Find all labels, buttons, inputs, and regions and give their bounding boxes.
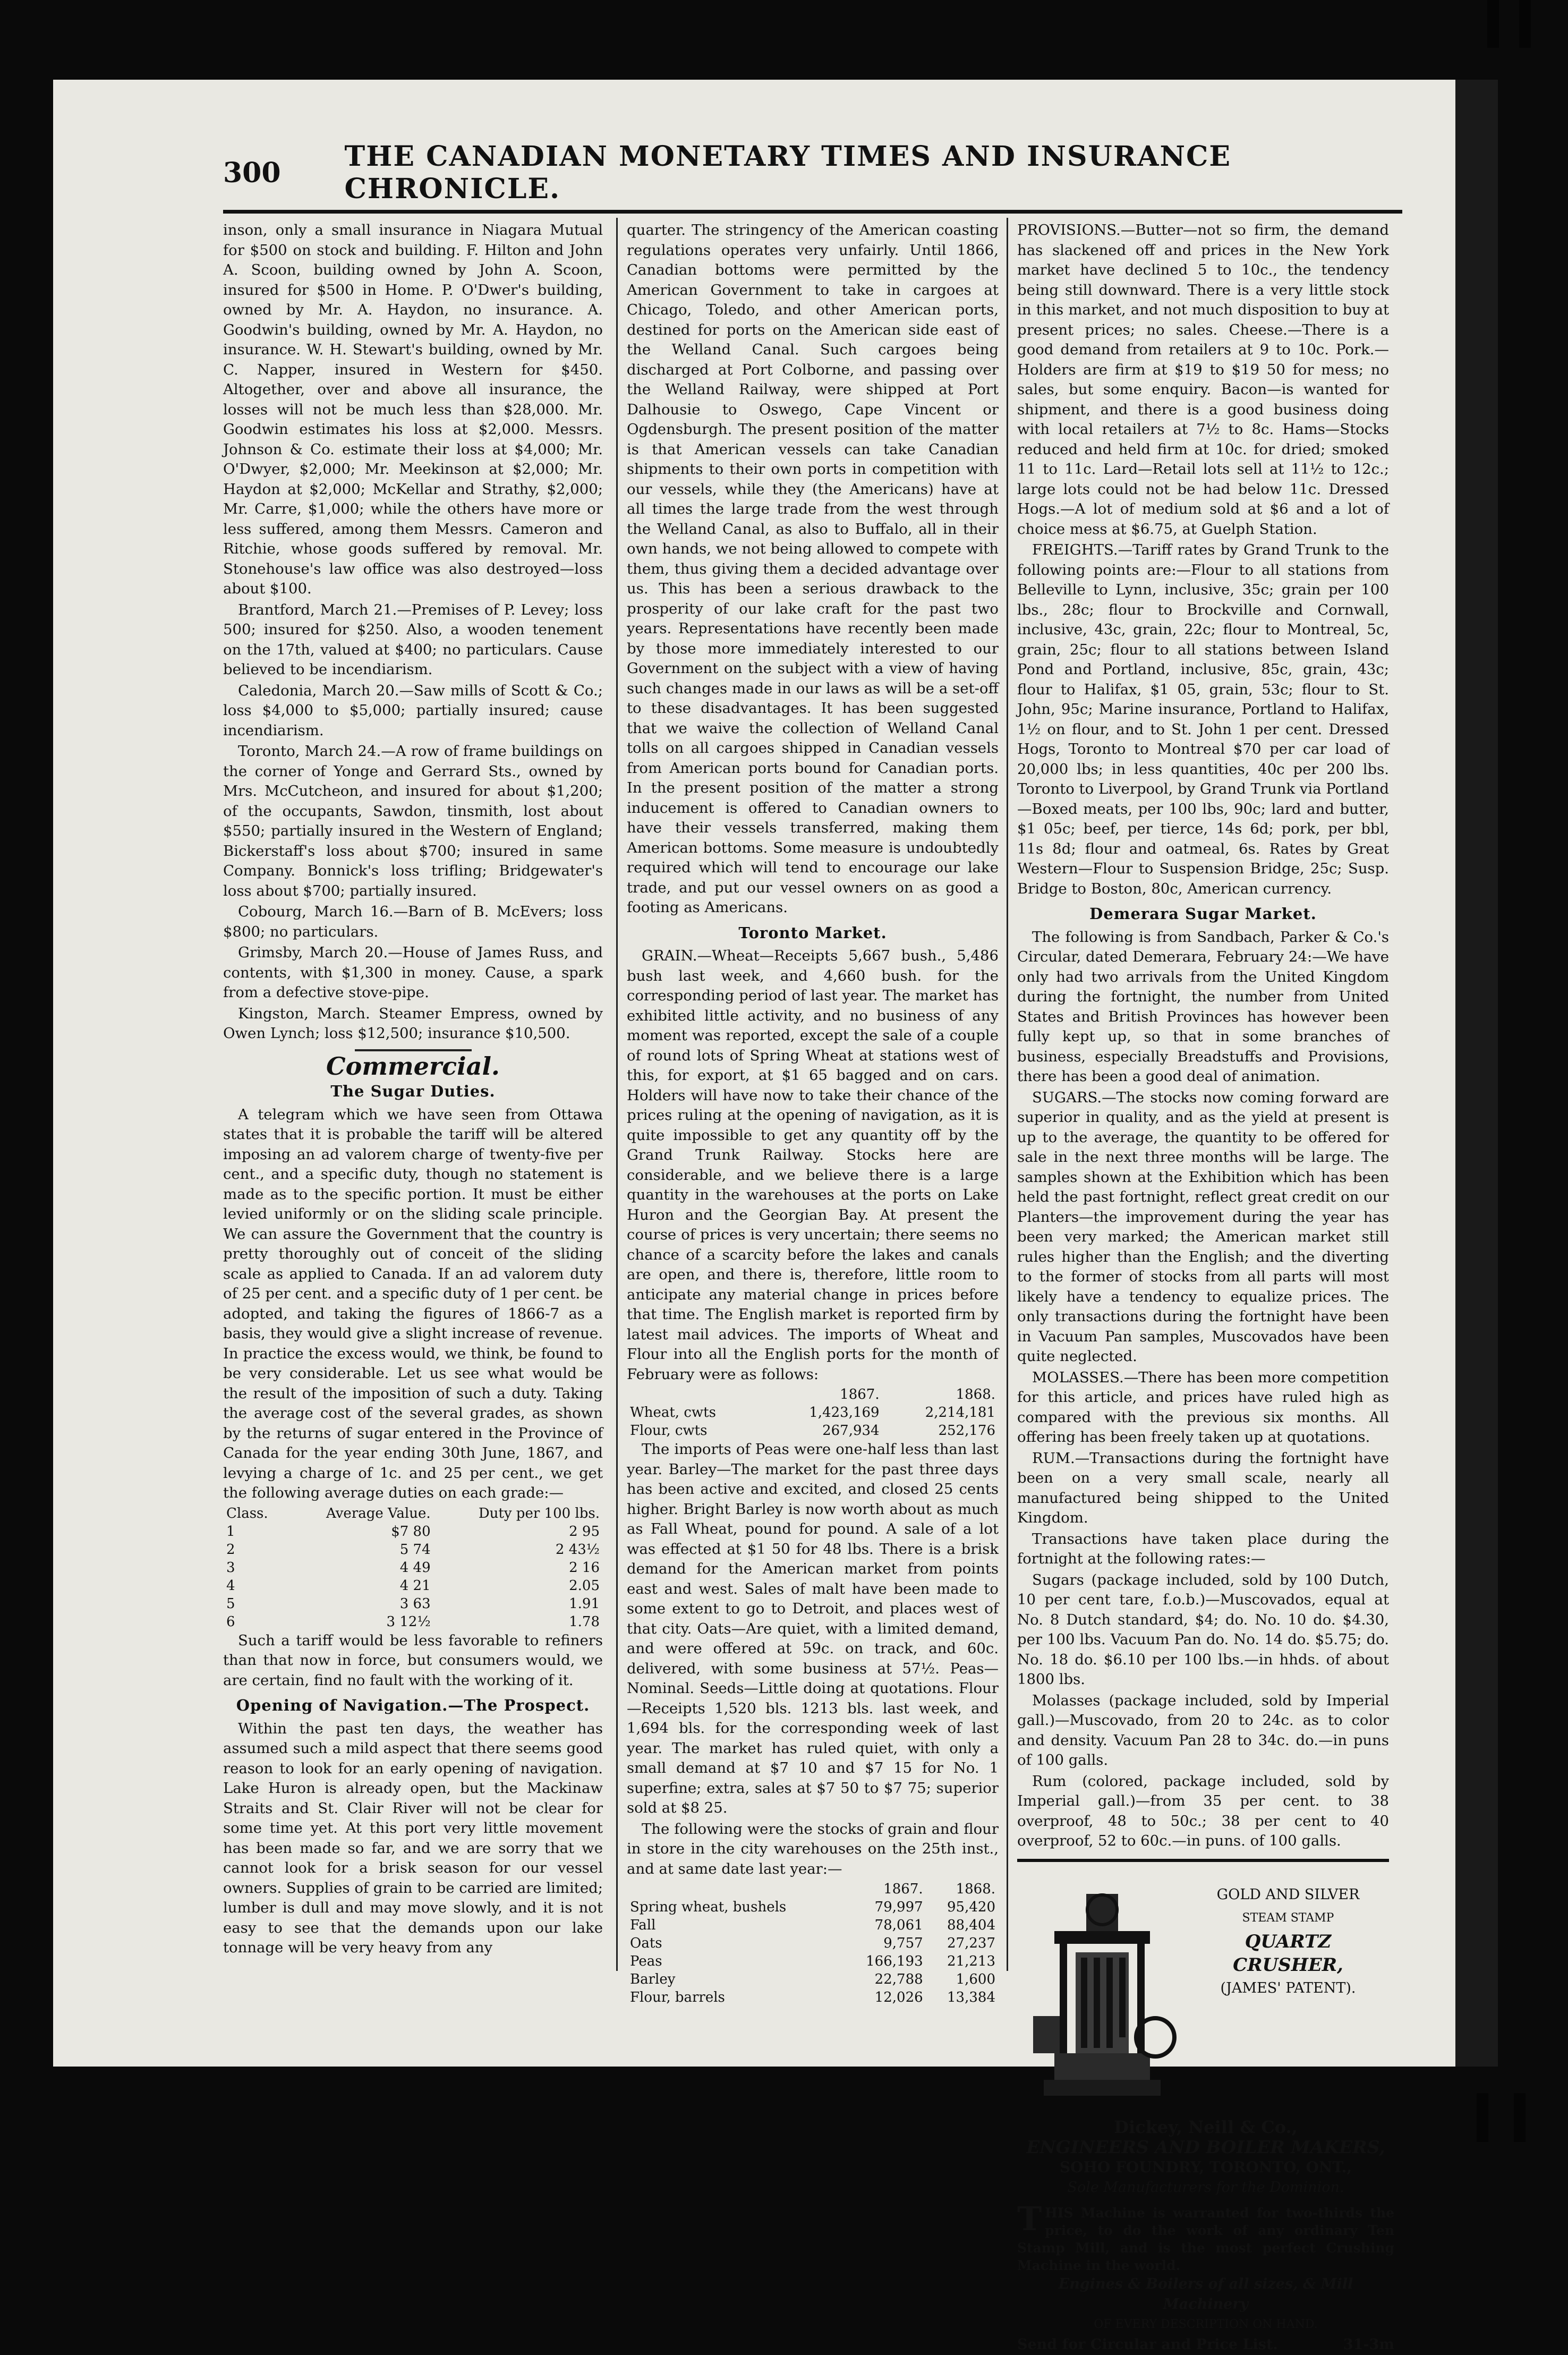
table-header-cell: Duty per 100 lbs. — [478, 1505, 600, 1521]
sugar-rates-paragraph: Sugars (package included, sold by 100 Dutch, 10 per cent tare, f.o.b.)—Muscovados, equal at No. 8 Dutch standard, $4; do. No. 10 do. $4.30, per 100 lbs. Vacuum Pan do. No. 14 do. $5.75; do. No. 18 do. $6.10 per 100 lbs.—in hhds. of about 1800 lbs. — [1017, 1571, 1389, 1688]
table-header-row — [627, 1385, 999, 1404]
ad-engines-line: Engines & Boilers of all sizes, & Mill Machinery — [1058, 2275, 1353, 2313]
table-cell: 4 21 — [399, 1577, 431, 1594]
sugar-duty-table — [223, 1504, 603, 1631]
table-cell: Barley — [630, 1971, 676, 1987]
fire-kingston: Kingston, March. Steamer Empress, owned by Owen Lynch; loss $12,500; insurance $10,500. — [223, 1005, 603, 1042]
table-cell: $7 80 — [391, 1523, 431, 1540]
ad-firm-name: Dickey, Neill & Co., — [1114, 2116, 1298, 2137]
page-header — [223, 140, 1434, 205]
table-row — [627, 1404, 999, 1422]
provisions-paragraph: PROVISIONS.—Butter—not so firm, the demand has slackened off and prices in the New York market have declined 5 to 10c., the tendency being still downward. There is a very little stock in this market, and not much disposition to buy at present prices; no sales. Cheese.—There is a good demand from retailers at 9 to 10c. Pork.—Holders are firm at $19 to $19 50 for mess; no sales, but some enquiry. Bacon—is wanted for shipment, and there is a good business doing with local retailers at 7½ to 8c. Hams—Stocks reduced and held firm at 10c. for dried; smoked 11 to 11c. Lard—Retail lots sell at 11½ to 12c.; large lots could not be had below 11c. Dressed Hogs.—A lot of medium sold at $6 and a lot of choice mess at $6.75, at Guelph Station. — [1017, 222, 1389, 538]
table-row — [627, 1916, 999, 1934]
table-cell: 78,061 — [874, 1917, 923, 1933]
table-row — [627, 1952, 999, 1970]
table-header-row — [223, 1504, 603, 1523]
table-row — [627, 1970, 999, 1988]
table-header-cell: 1867. — [840, 1387, 880, 1402]
ad-soho-foundry: SOHO FOUNDRY, TORONTO, ONT., — [1059, 2158, 1352, 2176]
demerara-heading: Demerara Sugar Market. — [1089, 905, 1317, 923]
stocks-intro-paragraph: The following were the stocks of grain and flour in store in the city warehouses on the 25th inst., and at same date last year:— — [627, 1820, 999, 1877]
table-cell: 3 — [226, 1559, 235, 1576]
table-header-row — [627, 1880, 999, 1898]
table-header-cell: 1868. — [956, 1387, 995, 1402]
table-cell: Spring wheat, bushels — [630, 1899, 787, 1915]
grain-paragraph: GRAIN.—Wheat—Receipts 5,667 bush., 5,486 bush last week, and 4,660 bush. for the corresponding period of last year. The market has exhibited little activity, and no business of any moment was reported, except the sale of a couple of round lots of Spring Wheat at stations west of this, for export, at $1 65 bagged and on cars. Holders will have now to take their chance of the prices ruling at the opening of navigation, as it is quite impossible to get any quantity off by the Grand Trunk Railway. Stocks here are considerable, and we believe there is a large quantity in the warehouses at the ports on Lake Huron and the Georgian Bay. At present the course of prices is very uncertain; there seems no chance of a scarcity before the lakes and canals are open, and there is, therefore, little room to anticipate any material change in prices before that time. The English market is reported firm by latest mail advices. The imports of Wheat and Flour into all the English ports for the month of February were as follows: — [627, 947, 999, 1383]
table-row — [627, 1422, 999, 1440]
scan-bar-top-right-2 — [1519, 0, 1531, 48]
ad-send-text: Send for Circular and Price List. — [1017, 2336, 1278, 2353]
table-cell: Oats — [630, 1935, 662, 1951]
navigation-heading: Opening of Navigation.—The Prospect. — [236, 1696, 590, 1714]
right-binding-strip — [1455, 80, 1498, 2067]
table-row — [223, 1577, 603, 1595]
column-left — [223, 220, 603, 1974]
table-cell: 27,237 — [947, 1935, 995, 1951]
table-row — [223, 1559, 603, 1577]
molasses-paragraph: MOLASSES.—There has been more competition for this article, and prices have ruled high as compared with the previous six months. All offering has been freely taken up at quotations. — [1017, 1368, 1389, 1446]
navigation-paragraph: Within the past ten days, the weather has assumed such a mild aspect that there seems good reason to look for an early opening of navigation. Lake Huron is already open, but the Mackinaw Straits and St. Clair River will not be clear for some time yet. At this port very little movement has been made so far, and we are sorry that we cannot look for a brisk season for our vessel owners. Supplies of grain to be carried are limited; lumber is dull and may move slowly, and it is not easy to see that the demands upon our lake tonnage will be very heavy from any — [223, 1720, 603, 1956]
transactions-paragraph: Transactions have taken place during the fortnight at the following rates:— — [1017, 1530, 1389, 1567]
ad-warranty-body: HIS Machine is warranted for two-thirds the price, to do the work of any ordinary Ten Stamp Mill, and is the most perfect Crushing Machine in the world. — [1017, 2205, 1394, 2273]
peas-barley-paragraph: The imports of Peas were one-half less than last year. Barley—The market for the past three days has been active and excited, and closed 25 cents higher. Bright Barley is now worth about as much as Fall Wheat, pound for pound. A sale of a lot was effected at $1 50 for 48 lbs. There is a brisk demand for the American market from points east and west. Sales of malt have been made to some extent to go to Detroit, and places west of that city. Oats—Are quiet, with a limited demand, and were offered at 59c. on track, and 60c. delivered, with some business at 57½. Peas—Nominal. Seeds—Little doing at quotations. Flour—Receipts 1,520 bls. 1213 bls. last week, and 1,694 bls. for the corresponding week of last year. The market has ruled quiet, with only a small demand at $7 10 and $7 15 for No. 1 superfine; extra, sales at $7 50 to $7 75; superior sold at $8 25. — [627, 1441, 999, 1816]
section-rule — [355, 1049, 472, 1051]
table-cell: 5 — [226, 1595, 235, 1612]
quartz-crusher-advertisement — [1017, 1859, 1394, 2353]
rum-paragraph: RUM.—Transactions during the fortnight have been on a very small scale, nearly all manufactured being shipped to the United Kingdom. — [1017, 1449, 1389, 1526]
fire-toronto: Toronto, March 24.—A row of frame buildings on the corner of Yonge and Gerrard Sts., owned by Mrs. McCutcheon, and insured for about $1,200; of the occupants, Sawdon, tinsmith, lost about $550; partially insured in the Western of England; Bickerstaff's loss about $700; insured in same Company. Bonnick's loss trifling; Bridgewater's loss about $700; partially insured. — [223, 743, 603, 899]
fire-grimsby: Grimsby, March 20.—House of James Russ, and contents, with $1,300 in money. Cause, a spark from a defective stove-pipe. — [223, 944, 603, 1001]
scan-bar-bottom-right-2 — [1514, 2093, 1526, 2142]
masthead-title: THE CANADIAN MONETARY TIMES AND INSURANCE CHRONICLE. — [344, 140, 1231, 205]
table-cell: 1 — [226, 1523, 235, 1540]
sugars-paragraph: SUGARS.—The stocks now coming forward are superior in quality, and as the yield at present is up to the average, the quantity to be offered for sale in the next three months will be large. The samples shown at the Exhibition which has been held the past fortnight, reflect great credit on our Planters—the improvement during the year has been very marked; the American market still rules higher than the English; and the diverting to the former of stocks from all parts will most likely have a tendency to equalize prices. The only transactions during the fortnight have been in Vacuum Pan samples, Muscovados have been quite neglected. — [1017, 1089, 1389, 1365]
sugar-tariff-conclusion: Such a tariff would be less favorable to refiners than that now in force, but consumers would, we are certain, find no fault with the working of it. — [223, 1631, 603, 1689]
ad-description-line: OF EVERY DESCRIPTION ON HAND. — [1094, 2317, 1318, 2331]
table-cell: 2,214,181 — [925, 1405, 995, 1421]
table-cell: Fall — [630, 1917, 656, 1933]
table-cell: 9,757 — [883, 1935, 923, 1951]
table-header-cell — [627, 1880, 842, 1898]
table-header-cell — [627, 1385, 766, 1404]
ad-reference: 31-3m — [1343, 2336, 1394, 2353]
ad-body — [1017, 2117, 1394, 2355]
table-cell: 95,420 — [947, 1899, 995, 1915]
table-cell: 2 95 — [569, 1523, 600, 1540]
ad-line-quartz-crusher: QUARTZ CRUSHER, — [1233, 1931, 1343, 1976]
table-cell: 88,404 — [947, 1917, 995, 1933]
table-cell: 1,600 — [956, 1971, 995, 1987]
fire-caledonia: Caledonia, March 20.—Saw mills of Scott & Co.; loss $4,000 to $5,000; partially insured; cause incendiarism. — [223, 682, 603, 739]
table-cell: 1.78 — [569, 1613, 600, 1630]
table-cell: 3 12½ — [386, 1613, 431, 1630]
ad-line-patent: (JAMES' PATENT). — [1220, 1979, 1356, 1996]
table-cell: 6 — [226, 1613, 235, 1630]
imports-table — [627, 1385, 999, 1440]
ad-engineers-line: ENGINEERS AND BOILER MAKERS, — [1026, 2136, 1385, 2157]
table-cell: 2 43½ — [555, 1541, 600, 1558]
ad-title-block — [1192, 1883, 1384, 2000]
table-cell: 4 49 — [399, 1559, 431, 1576]
table-cell: 1,423,169 — [809, 1405, 880, 1421]
fire-cobourg: Cobourg, March 16.—Barn of B. McEvers; loss $800; no particulars. — [223, 903, 603, 940]
table-cell: 79,997 — [874, 1899, 923, 1915]
table-cell: 166,193 — [866, 1953, 923, 1969]
table-cell: Flour, barrels — [630, 1990, 725, 2005]
ad-line-gold-silver: GOLD AND SILVER — [1216, 1886, 1360, 1903]
table-cell: Flour, cwts — [630, 1423, 708, 1439]
freights-paragraph: FREIGHTS.—Tariff rates by Grand Trunk to the following points are:—Flour to all stations from Belleville to Lynn, inclusive, 35c; grain per 100 lbs., 28c; flour to Brockville and Cornwall, inclusive, 43c, grain, 22c; flour to Montreal, 5c, grain, 25c; flour to all stations between Island Pond and Portland, inclusive, 85c, grain, 43c; flour to Halifax, $1 05, grain, 53c; flour to St. John, 95c; Marine insurance, Portland to Halifax, 1½ on flour, and to St. John 1 per cent. Dressed Hogs, Toronto to Montreal $70 per car load of 20,000 lbs; in less quantities, 40c per 200 lbs. Toronto to Liverpool, by Grand Trunk via Portland—Boxed meats, per 100 lbs, 90c; lard and butter, $1 05c; beef, per tierce, 14s 6d; pork, per bbl, 11s 8d; flour and oatmeal, 6s. Rates by Great Western—Flour to Suspension Bridge, 25c; Susp. Bridge to Boston, 80c, American currency. — [1017, 541, 1389, 897]
scan-bar-top-right-1 — [1487, 0, 1499, 48]
table-cell: 1.91 — [569, 1595, 600, 1612]
table-cell: 2 — [226, 1541, 235, 1558]
stamp-mill-engraving-icon — [1022, 1878, 1182, 2101]
ad-dropcap: T — [1017, 2199, 1042, 2238]
stocks-table — [627, 1880, 999, 2007]
table-cell: 2.05 — [569, 1577, 600, 1594]
demerara-paragraph: The following is from Sandbach, Parker & Co.'s Circular, dated Demerara, February 24:—We have only had two arrivals from the United Kingdom during the fortnight, the number from United States and British Provinces has however been fully kept up, so that in some branches of business, especially Breadstuffs and Provisions, there has been a good deal of animation. — [1017, 928, 1389, 1085]
molasses-rates-paragraph: Molasses (package included, sold by Imperial gall.)—Muscovado, from 20 to 24c. as to color and density. Vacuum Pan 28 to 34c. do.—in puns of 100 galls. — [1017, 1691, 1389, 1769]
ad-warranty-text — [1017, 2199, 1394, 2274]
table-cell: Peas — [630, 1953, 662, 1969]
table-header-cell: 1867. — [883, 1881, 923, 1897]
toronto-market-heading: Toronto Market. — [738, 923, 887, 942]
table-header-cell: Class. — [226, 1505, 268, 1521]
table-cell: 5 74 — [399, 1541, 431, 1558]
ad-send-line — [1017, 2335, 1394, 2355]
scan-bar-bottom-right-1 — [1477, 2093, 1488, 2142]
table-row — [627, 1898, 999, 1916]
table-row — [223, 1595, 603, 1613]
column-divider-1 — [616, 218, 618, 1971]
sugar-duties-heading: The Sugar Duties. — [330, 1082, 496, 1100]
ad-line-steam-stamp: STEAM STAMP — [1242, 1911, 1334, 1925]
header-rule — [223, 210, 1402, 214]
sugar-duties-paragraph: A telegram which we have seen from Ottawa states that it is probable the tariff will be altered imposing an ad valorem charge of twenty-five per cent., and a specific duty, though no statement is made as to the specific portion. It must be either levied uniformly or on the sliding scale principle. We can assure the Government that the country is pretty thoroughly out of conceit of the sliding scale as applied to Canada. If an ad valorem duty of 25 per cent. and a specific duty of 1 per cent. be adopted, and taking the figures of 1866-7 as a basis, they would give a slight increase of revenue. In practice the excess would, we think, be found to be very considerable. Let us see what would be the result of the imposition of such a duty. Taking the average cost of the several grades, as shown by the returns of sugar entered in the Province of Canada for the year ending 30th June, 1867, and levying a charge of 1c. and 25 per cent., we get the following average duties on each grade:— — [223, 1106, 603, 1501]
column-middle — [627, 220, 999, 2005]
table-cell: 267,934 — [822, 1423, 880, 1439]
table-cell: 2 16 — [569, 1559, 600, 1576]
table-row — [223, 1541, 603, 1559]
ad-sole-manufacturers: Sole Manufacturers for the Dominion. — [1067, 2179, 1344, 2196]
table-row — [223, 1523, 603, 1541]
table-cell: 12,026 — [874, 1990, 923, 2005]
coasting-regulations-paragraph: quarter. The stringency of the American coasting regulations operates very unfairly. Until 1866, Canadian bottoms were permitted by the American Government to take in cargoes at Chicago, Toledo, and other American ports, destined for ports on the American side east of the Welland Canal. Such cargoes being discharged at Port Colborne, and passing over the Welland Railway, were shipped at Port Dalhousie to Oswego, Cape Vincent or Ogdensburgh. The present position of the matter is that American vessels can take Canadian shipments to their own ports in competition with our vessels, while they (the Americans) have at all times the large trade from the west through the Welland Canal, as also to Buffalo, all in their own hands, we not being allowed to compete with them, thus giving them a decided advantage over us. This has been a serious drawback to the prosperity of our lake craft for the past two years. Representations have recently been made by those more immediately interested to our Government on the subject with a view of having such changes made in our laws as will be a set-off to these disadvantages. It has been suggested that we waive the collection of Welland Canal tolls on all cargoes shipped in Canadian vessels from American ports bound for Canadian ports. In the present position of the matter a strong inducement is offered to Canadian owners to have their vessels transferred, making them American bottoms. Some measure is undoubtedly required which will tend to encourage our lake trade, and put our vessel owners on as good a footing as Americans. — [627, 222, 999, 916]
table-header-cell: Average Value. — [326, 1505, 431, 1521]
table-row — [223, 1613, 603, 1631]
table-cell: 3 63 — [399, 1595, 431, 1612]
table-cell: 21,213 — [947, 1953, 995, 1969]
table-cell: 252,176 — [938, 1423, 995, 1439]
column-right — [1017, 220, 1394, 2353]
table-cell: 22,788 — [874, 1971, 923, 1987]
column-divider-2 — [1007, 218, 1008, 1971]
table-cell: 13,384 — [947, 1990, 995, 2005]
table-row — [627, 1988, 999, 2007]
commercial-heading: Commercial. — [326, 1051, 500, 1081]
table-row — [627, 1934, 999, 1952]
table-header-cell: 1868. — [956, 1881, 995, 1897]
fire-report-paragraph: inson, only a small insurance in Niagara Mutual for $500 on stock and building. F. Hilton and John A. Scoon, building owned by John A. Scoon, insured for $500 in Home. P. O'Dwer's building, owned by Mr. A. Haydon, no insurance. A. Goodwin's building, owned by Mr. A. Haydon, no insurance. W. H. Stewart's building, owned by Mr. C. Napper, insured in Western for $450. Altogether, over and above all insurance, the losses will not be much less than $28,000. Mr. Goodwin estimates his loss at $2,000. Messrs. Johnson & Co. estimate their loss at $4,000; Mr. O'Dwyer, $2,000; Mr. Meekinson at $2,000; Mr. Haydon at $2,000; McKellar and Strathy, $2,000; Mr. Carre, $1,000; while the others have more or less suffered, among them Messrs. Cameron and Ritchie, whose goods suffered by removal. Mr. Stonehouse's law office was also destroyed—loss about $100. — [223, 222, 603, 597]
rum-rates-paragraph: Rum (colored, package included, sold by Imperial gall.)—from 35 per cent. to 38 overproof, 48 to 50c.; 38 per cent to 40 overproof, 52 to 60c.—in puns. of 100 galls. — [1017, 1772, 1389, 1849]
table-cell: Wheat, cwts — [630, 1405, 716, 1421]
page-number: 300 — [223, 156, 281, 189]
table-cell: 4 — [226, 1577, 235, 1594]
fire-brantford: Brantford, March 21.—Premises of P. Levey; loss 500; insured for $250. Also, a wooden tenement on the 17th, valued at $400; no particulars. Cause believed to be incendiarism. — [223, 601, 603, 678]
